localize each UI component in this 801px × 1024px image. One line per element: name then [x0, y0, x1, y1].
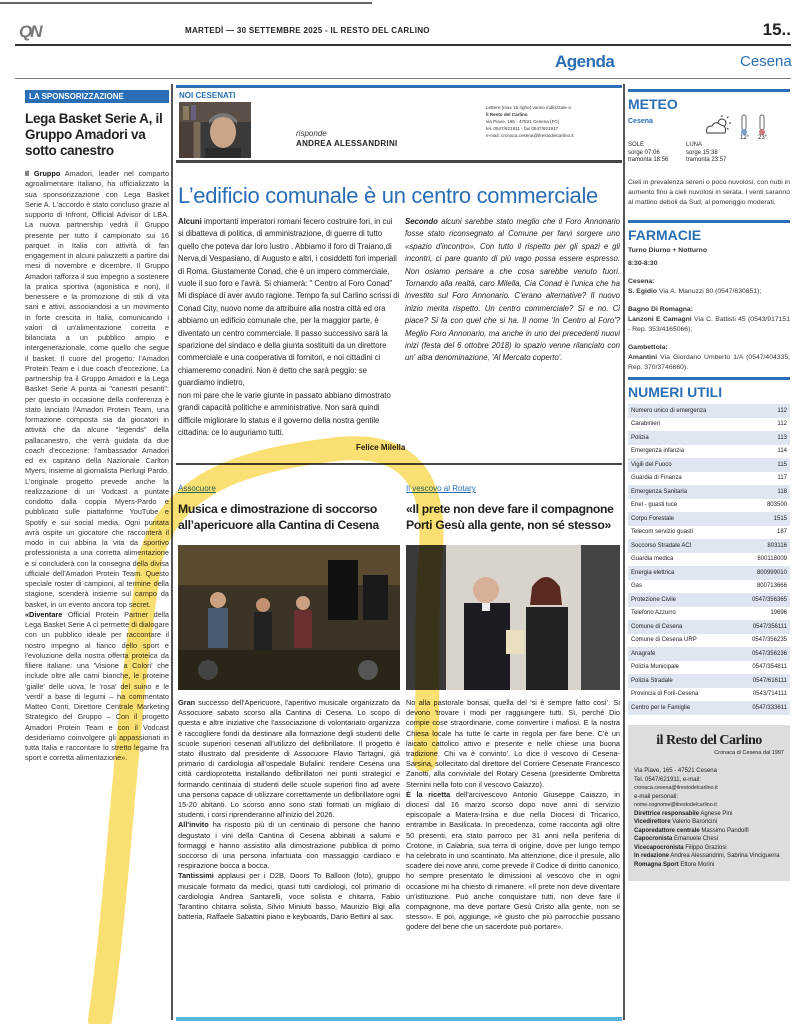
- phone-number: 117: [777, 475, 787, 482]
- phone-number: 115: [736, 458, 790, 472]
- article-kicker: LA SPONSORIZZAZIONE: [25, 90, 169, 103]
- service-name: Provincia di Forlì-Cesena: [631, 691, 699, 698]
- paragraph: [178, 216, 400, 390]
- number-row: [628, 634, 790, 648]
- phone-number: 0543/714111: [752, 691, 787, 698]
- service-name: Carabinieri: [631, 421, 661, 428]
- article-headline: Lega Basket Serie A, il Gruppo Amadori va sotto canestro: [25, 111, 163, 158]
- number-row: [628, 485, 790, 499]
- service-name: Telecom servizio guasti: [631, 529, 694, 536]
- pharmacy-entry: [628, 353, 790, 373]
- paragraph: Official Protein Partner della Lega Basket Serie A ci permette di dialogare con un pubblico ideale per raccontare il nostro impegno al fianco dello sport e l'evoluzione della nostra offerta proteica da filiere italiane: una 'Visione a Colori' che include oltre alle carni bianche, le proteine 'gialle' delle uova, le 'rosa' del suino e le 'verdi' a base di legumi – ha commentato Matteo Conti, Direttore Centrale Marketing Strategico del Gruppo – Con il progetto Amadori Protein Team e con il Vodcast desideriamo coinvolgere gli appassionati in tutta Italia e raccontare lo stretto legame fra sport e corretta alimentazione».: [25, 609, 169, 763]
- bottom-accent-bar: [176, 1017, 622, 1021]
- staff-role: Direttrice responsabile: [634, 810, 700, 817]
- pharmacy-item: [628, 343, 790, 373]
- pharmacy-entry: [628, 287, 790, 297]
- article-headline: «Il prete non deve fare il compagnone Porti Gesù alla gente, non sé stesso»: [406, 502, 614, 532]
- number-row: [628, 458, 790, 472]
- partly-cloudy-icon: [703, 114, 733, 136]
- article-body: [178, 820, 400, 871]
- phone-number: 800999010: [736, 566, 790, 580]
- letters-contact: [486, 104, 621, 139]
- staff-name: Filippo Graziosi: [685, 844, 727, 851]
- email-label: e-mail personali:: [634, 793, 679, 800]
- service-name: Vigili del Fuoco: [628, 458, 736, 472]
- meteo-title: METEO: [628, 89, 790, 112]
- page-number: 15..: [762, 20, 791, 39]
- qn-logo: QN: [19, 22, 41, 41]
- staff-entry: [634, 827, 784, 836]
- number-row: [628, 553, 790, 567]
- service-name: Energia elettrica: [628, 566, 736, 580]
- number-row: [628, 620, 790, 634]
- city-label: Cesena: [740, 53, 792, 70]
- phone-number: 0547/356365: [736, 593, 790, 607]
- number-row: [628, 445, 790, 459]
- contact-line: il Resto del Carlino: [486, 112, 528, 117]
- address: Via Piave, 165 - 47521 Cesena: [634, 768, 717, 774]
- phone-number: 114: [777, 448, 787, 455]
- email-link[interactable]: cronaca.cesena@ilrestodelcarlino.it: [634, 785, 718, 791]
- article-body: No alla pastorale bonsai, quella del 'si è sempre fatto così'. Si devono 'trovare i modi per raggiungere tutti. Sì, perché Dio compie cose straordinarie, come convertire i mafiosi. E la nostra Chiesa locale ha tutte le carte in regola per fare bene. C'è un laicato cattolico attivo e presente e nelle chiese una buona tradizione. Chi va è convinto'. Lo dice il vescovo di Cesena-Sarsina, sollecitato dal direttore del Corriere Cesenate Francesco Zanotti, alla conviviale del Rotary Cesena (presidente Ombretta Sternini nella foto con il vescovo Caiazzo).: [406, 698, 620, 789]
- letter-signature: Felice Milella: [356, 443, 406, 452]
- phone-number: 0547/616111: [736, 674, 790, 688]
- dateline: MARTEDÌ — 30 SETTEMBRE 2025 - IL RESTO DEL CARLINO: [185, 26, 430, 35]
- number-row: [628, 499, 790, 513]
- staff-list: [634, 810, 784, 870]
- article-body: [25, 169, 169, 610]
- letters-section-label: NOI CESENATI: [179, 91, 236, 100]
- moonrise: sorge 15:38: [686, 149, 718, 156]
- column-divider: [171, 84, 173, 1020]
- number-row: [628, 661, 790, 675]
- contact-line: tel. 0547/621911 - fax 0547/621917: [486, 126, 559, 131]
- article-kicker[interactable]: Assocuore: [178, 484, 216, 493]
- phone-number: 118: [736, 485, 790, 499]
- email-link[interactable]: nome.cognome@ilrestodelcarlino.it: [634, 802, 717, 808]
- lead-word: Alcuni: [178, 217, 202, 226]
- sun-times: [628, 142, 668, 165]
- thermometer-max-icon: [758, 114, 766, 136]
- number-row: [628, 701, 790, 715]
- pharmacy-city: Cesena:: [628, 278, 655, 285]
- temp-max: 23°: [758, 135, 768, 141]
- staff-role: Vicedirettore: [634, 819, 671, 825]
- staff-role: Caporedattore centrale: [634, 827, 700, 834]
- temp-min: 12°: [740, 135, 750, 141]
- pharmacy-name: Lanzoni E Camagni: [628, 316, 692, 323]
- phone-number: 800713666: [756, 583, 787, 590]
- staff-role: In redazione: [634, 853, 670, 859]
- phone-number: 112: [736, 404, 790, 418]
- pharmacy-shift: Turno Diurno + Notturno: [628, 247, 707, 254]
- bishop-photo: [406, 545, 620, 690]
- lead-word: È la ricetta: [406, 789, 451, 799]
- contact-email[interactable]: e-mail: cronaca.cesena@ilrestodelcarlino.it: [486, 133, 574, 138]
- phone-number: 0547/333611: [736, 701, 790, 715]
- number-row: [628, 688, 790, 702]
- service-name: Numero unico di emergenza: [628, 404, 736, 418]
- carlino-logo: il Resto del Carlino: [656, 732, 762, 748]
- forecast-text: Cieli in prevalenza sereni o poco nuvolosi, con nubi in aumento fino a cieli nuvolosi in serata. I venti saranno al mattino deboli da Sud, al pomeriggio moderati.: [628, 179, 790, 206]
- sunrise: sorge 07:06: [628, 149, 660, 156]
- top-rule: [0, 2, 372, 4]
- lead-word: Il Gruppo: [25, 169, 61, 178]
- contact-line: Lettere (max 15 righe) vanno indirizzate a: [486, 105, 571, 110]
- phone-number: 0547/356235: [751, 637, 787, 644]
- phone-number: 0547/356111: [736, 620, 790, 634]
- service-name: Enel - guasti luce: [631, 502, 678, 509]
- pharmacy-hours: 8:30-8:30: [628, 260, 658, 267]
- pharmacy-info: Via Giordano Umberto 1/A (0547/404335, Rep. 370/3746660).: [628, 354, 790, 371]
- useful-numbers-table: [628, 404, 790, 715]
- service-name: Guardia medica: [631, 556, 674, 563]
- staff-entry: [634, 835, 784, 844]
- number-row: [628, 404, 790, 418]
- pharmacy-entry: [628, 315, 790, 335]
- number-row: [628, 472, 790, 486]
- number-row: [628, 566, 790, 580]
- header-divider: [15, 44, 791, 46]
- phone-number: 803116: [736, 539, 790, 553]
- pharmacy-city: Gambettola:: [628, 344, 668, 351]
- staff-entry: [634, 818, 784, 827]
- sunset: tramonta 18:56: [628, 157, 669, 163]
- pharmacy-info: Via C. Battisti 45 (0543/917151 - Rep. 353/4165066);: [628, 316, 790, 333]
- moonset: tramonta 23:57: [686, 157, 727, 163]
- staff-entry: [634, 810, 784, 819]
- number-row: [628, 593, 790, 607]
- number-row: [628, 418, 790, 432]
- service-name: Soccorso Stradale ACI: [628, 539, 736, 553]
- letter-headline: L’edificio comunale è un centro commerciale: [178, 183, 598, 208]
- pharmacy-item: [628, 277, 790, 297]
- assocuore-article: [178, 484, 400, 922]
- service-name: Polizia: [628, 431, 736, 445]
- service-name: Polizia Municipale: [631, 664, 680, 671]
- article-body: [178, 698, 400, 820]
- telephone: Tel. 0547/621911, e-mail:: [634, 776, 701, 783]
- reader-letter: [178, 216, 400, 439]
- text: dell'arcivescovo Antonio Giuseppe Caiazzo, in diocesi dal 16 marzo scorso dopo nove anni di servizio episcopale a Matera-Irsina e due nella Diocesi di Tricarico, entrambe in Basilicata. In precedenza, come racconta agli oltre 50 presenti, era stato parroco per 31 anni nella periferia di Crotone, in Calabria, sua terra di origine, dove per lungo tempo ha celebrato in uno scantinato. Ma attenzione, dice il presule, allo scadere dei nove anni, come prevede il Codice di diritto canonico, ho sempre presentato le dimissioni al vescovo che in ogni occasione mi ha chiesto di rimanere. «Il prete non deve diventare un'istituzione. Può anche conquistare tutti, non deve fare il compagnone, ma deve portare Gesù Cristo alla gente, non se stesso». E poi, aggiunge, «è giusto che più parrocchie possano godere del bene che un sacerdote può portare».: [406, 789, 620, 932]
- band-image: [178, 545, 400, 690]
- masthead-subtitle: Cronaca di Cesena dal 1997: [714, 749, 784, 756]
- text: applausi per i D2B, Doors To Balloon (foto), gruppo musicale formato da medici, quasi tutti cardiologi, col primario di cardiologia Andrea Santarelli, voce solista e chitarra, Fabio Tarantino chitarra solista, Silvio Miniutti basso, Maurizio Bigi alla batteria, Raffaele Sabattini piano e keyboards, Dario Bettini al sax.: [178, 871, 400, 922]
- contact-line: via Piave, 165 - 47521 Cesena (FC): [486, 119, 560, 124]
- section-divider: [15, 78, 791, 79]
- service-name: Gas: [631, 583, 643, 590]
- staff-name: Massimo Pandolfi: [701, 827, 749, 834]
- portrait-image: [179, 102, 251, 158]
- page-header: [15, 22, 791, 44]
- farmacie-title: FARMACIE: [628, 220, 790, 243]
- moon-times: [686, 142, 726, 165]
- moon-label: LUNA: [686, 142, 703, 148]
- service-name: Corpo Forestale: [628, 512, 736, 526]
- phone-number: 19696: [770, 610, 787, 617]
- sun-label: SOLE: [628, 142, 645, 148]
- concert-photo: [178, 545, 400, 690]
- number-row: [628, 647, 790, 661]
- service-name: Guardia di Finanza: [631, 475, 682, 482]
- article-body: [178, 871, 400, 922]
- editor-photo: [179, 102, 251, 158]
- masthead-box: [628, 725, 790, 882]
- pharmacy-city: Bagno Di Romagna:: [628, 306, 693, 313]
- pharmacy-item: [628, 305, 790, 335]
- text: alcuni sarebbe stato meglio che il Foro Annonario fosse stato riconsegnato al Comune per farvi sorgere uno «spazio d'incontro». Con tutto il rispetto per gli spazi e gli incontri, ci pare quanto di più vago possa essere espresso. Non osiamo pensare a che cosa sarebbe venuto fuori. Tornando alla realtà, caro Milella, Cia Conad è l'unica che ha investito sul Foro Annonario. C'erano alternative? Il nuovo inizio merita rispetto. Un centro commerciale? Sì e no. Ci piace? Si fa con quel che si ha. Il nome 'In Centro al Foro'? Meglio Foro Annonario, ma anche in uno dei precedenti nuovi inizi (festa del 6 ottobre 2018) lo spazio venne rilanciato con un' altra denominazione, 'Al Mercato coperto'.: [405, 217, 620, 363]
- number-row: [628, 580, 790, 594]
- thermometer-min-icon: [740, 114, 748, 136]
- section-title: Agenda: [555, 52, 615, 71]
- letters-divider: [176, 463, 622, 465]
- staff-name: Valerio Baroncini: [672, 819, 718, 825]
- staff-name: Agnese Pini: [700, 810, 733, 817]
- editor-name: ANDREA ALESSANDRINI: [296, 139, 398, 148]
- number-row: [628, 431, 790, 445]
- phone-number: 187: [776, 529, 787, 536]
- service-name: Emergenza infanzia: [631, 448, 685, 455]
- phone-number: 803500: [766, 502, 787, 509]
- phone-number: 0547/356236: [736, 647, 790, 661]
- staff-name: Andrea Alessandrini, Sabrina Vinciguerra: [670, 853, 780, 859]
- text: ha risposto più di un centinaio di persone che hanno degustato i vini della Cantina di Cesena abbinati a salumi e formaggi e hanno assistito alla dimostrazione pubblica di primo soccorso di una persona infartuata con massaggio cardiaco e respirazione bocca a bocca.: [178, 820, 400, 871]
- phone-number: 113: [736, 431, 790, 445]
- text: successo dell'Apericuore, l'aperitivo musicale organizzato da Assocuore sabato scorso alla Cantina di Cesena. Lo scopo di questa e altre iniziative che l'associazione di volontariato organizza è raccogliere fondi da destinare alla formazione degli studenti delle scuole superiori cesenati all'utilizzo del defibrillatore. Il progetto è stato illustrato dal presidente di Assocuore Flavio Tartagni, già primario di cardiologia all'ospedale Bufalini: rendere Cesena una città cardioprotetta installando defibrillatori nei punti strategici e formando centinaia di studenti delle scuole superiori fino ad avere una persona capace di utilizzare correttamente un defibrillatore ogni 15-20 abitanti. Lo scorso anno sono stati formati un migliaio di studenti, i corsi riprenderanno all'inizio del 2026.: [178, 698, 400, 820]
- meteo-city: Cesena: [628, 118, 653, 125]
- number-row: [628, 607, 790, 621]
- phone-number: 1515: [736, 512, 790, 526]
- staff-role: Capocronista: [634, 836, 673, 842]
- article-body: [25, 610, 169, 764]
- numeri-title: NUMERI UTILI: [628, 377, 790, 400]
- meteo-box: [628, 112, 790, 172]
- number-row: [628, 512, 790, 526]
- rotary-article: [406, 484, 620, 933]
- phone-number: 0547/354811: [752, 664, 787, 671]
- lead-word: All'invito: [178, 820, 209, 830]
- service-name: Protezione Civile: [628, 593, 736, 607]
- staff-entry: [634, 861, 784, 870]
- service-name: Emergenza Sanitaria: [628, 485, 736, 499]
- column-divider: [623, 84, 625, 1020]
- lead-word: «Diventare: [25, 609, 63, 619]
- service-name: Polizia Stradale: [628, 674, 736, 688]
- responds-label: risponde: [296, 129, 327, 138]
- paragraph: non mi pare che le varie giunte in passato abbiano dimostrato grandi capacità politiche e amministrative. Non sarà quindi difficile migliorare lo status e il governo della nostra gentile cittadina: ce lo auguriamo tutti.: [178, 390, 391, 437]
- staff-role: Romagna Sport: [634, 861, 679, 868]
- lead-word: Tantissimi: [178, 871, 214, 881]
- staff-role: Vicecapocronista: [634, 844, 684, 851]
- lead-word: Secondo: [405, 217, 438, 226]
- article-headline: Musica e dimostrazione di soccorso all’apericuore alla Cantina di Cesena: [178, 502, 379, 532]
- service-name: Comune di Cesena URP: [631, 637, 697, 644]
- staff-name: Emanuele Chesi: [674, 836, 719, 842]
- pharmacy-info: Via A. Manuzzi 80 (0547/630851);: [657, 288, 762, 295]
- service-name: Anagrafe: [628, 647, 736, 661]
- phone-number: 112: [777, 421, 787, 428]
- service-name: Telefono Azzurro: [631, 610, 676, 617]
- number-row: [628, 674, 790, 688]
- article-body: [406, 790, 620, 933]
- sidebar: [628, 89, 790, 881]
- pharmacy-name: Amantini: [628, 354, 658, 361]
- letters-header: [176, 85, 622, 163]
- lead-word: Gran: [178, 698, 196, 707]
- number-row: [628, 539, 790, 553]
- staff-entry: [634, 844, 784, 853]
- pharmacy-name: S. Egidio: [628, 288, 658, 295]
- staff-entry: [634, 852, 784, 861]
- phone-number: 800118009: [757, 556, 787, 563]
- service-name: Comune di Cesena: [628, 620, 736, 634]
- article-kicker[interactable]: Il vescovo al Rotary: [406, 484, 476, 493]
- bishop-image: [406, 545, 620, 690]
- editor-reply: [405, 216, 620, 365]
- service-name: Centro per le Famiglie: [628, 701, 736, 715]
- number-row: [628, 526, 790, 540]
- paragraph: Amadori, leader nel comparto agroalimentare italiano, ha ufficializzato la sua sponsorizzazione con Lega Basket Serie A. L'accordo è stato concluso grazie al supporto di Infront, Official Advisor di LBA. La nuova partnership vedrà il Gruppo presente per tutto il campionato sui 16 parquet in Italia con attività di fan engagement in alcuni palazzetti a partire dai mesi di novembre e dicembre. Il Gruppo Amadori rafforza il suo impegno a sostenere la pratica sportiva (agonistica e non), il benessere e la promozione di stili di vita sani e attivi, associandosi a un movimento in forte crescita in Italia, comunicando i valori di un'alimentazione corretta e bilanciata a un pubblico ampio e intergenerazionale, come quello che segue il basket. Il cuore del progetto: l'Amadori Protein Team e i due coach d'eccezione. La partnership fra il Gruppo Amadori e la Lega Basket Serie A punta ai "canestri pesanti": per questo in occasione della conferenza è stato lanciato l'Amadori Protein Team, una formazione composta sia da giocatori in attività che da alcune "legends" della pallacanestro, che verrà guidata da due coach d'eccezione: l'ambassador Amadori ed ex capitano della Nazionale Carlton Myers, insieme al giornalista Pierluigi Pardo. L'originale progetto prevede anche la realizzazione di un Vodcast a puntate condotto dalla coppia Myers-Pardo e pubblicato sulle piattaforme YouTube e Spotify e sui social media. Ogni puntata avrà ospite un giocatore che racconterà il modo in cui abbina la vita da sportivo professionista a una corretta alimentazione e si concluderà con la consegna della divisa ufficiale dell'Amadori Protein Team. Questo speciale roster di campioni, al termine della stagione, scenderà insieme sul campo da basket, in un evento ancora top secret.: [25, 169, 169, 609]
- staff-name: Ettore Morini: [680, 861, 715, 868]
- pharmacy-list: [628, 277, 790, 373]
- sponsorship-article: [25, 86, 169, 764]
- text: importanti imperatori romani fecero costruire fori, in cui si dibatteva di politica, di amministrazione, di guerre di tutto quello che poteva dar loro lustro . Abbiamo il foro di Traiano,di Nerva,di Vespasiano, di Augusto e altri, i cosiddetti fori imperiali di Roma. Giustamente Conad, che è un impero commerciale, vuole il suo foro e l'avrà. Si chiamerà: " Centro al Foro Conad" Mi dispiace di aver avuto ragione. Tempo fa sul Carlino scrissi di Conad City, nuovo nome da attribuire alla nostra città ed ora abbiamo un edificio comunale che, per la maggior parte, è diventato un centro commerciale. Il passo successivo sarà la sparizione del sindaco e della giunta sostituiti da un direttore commerciale e una cooperativa di fornitori, e noi cittadini ci chiameremo conadini. Non è detto che sarà peggio: se guardiamo indietro,: [178, 217, 400, 388]
